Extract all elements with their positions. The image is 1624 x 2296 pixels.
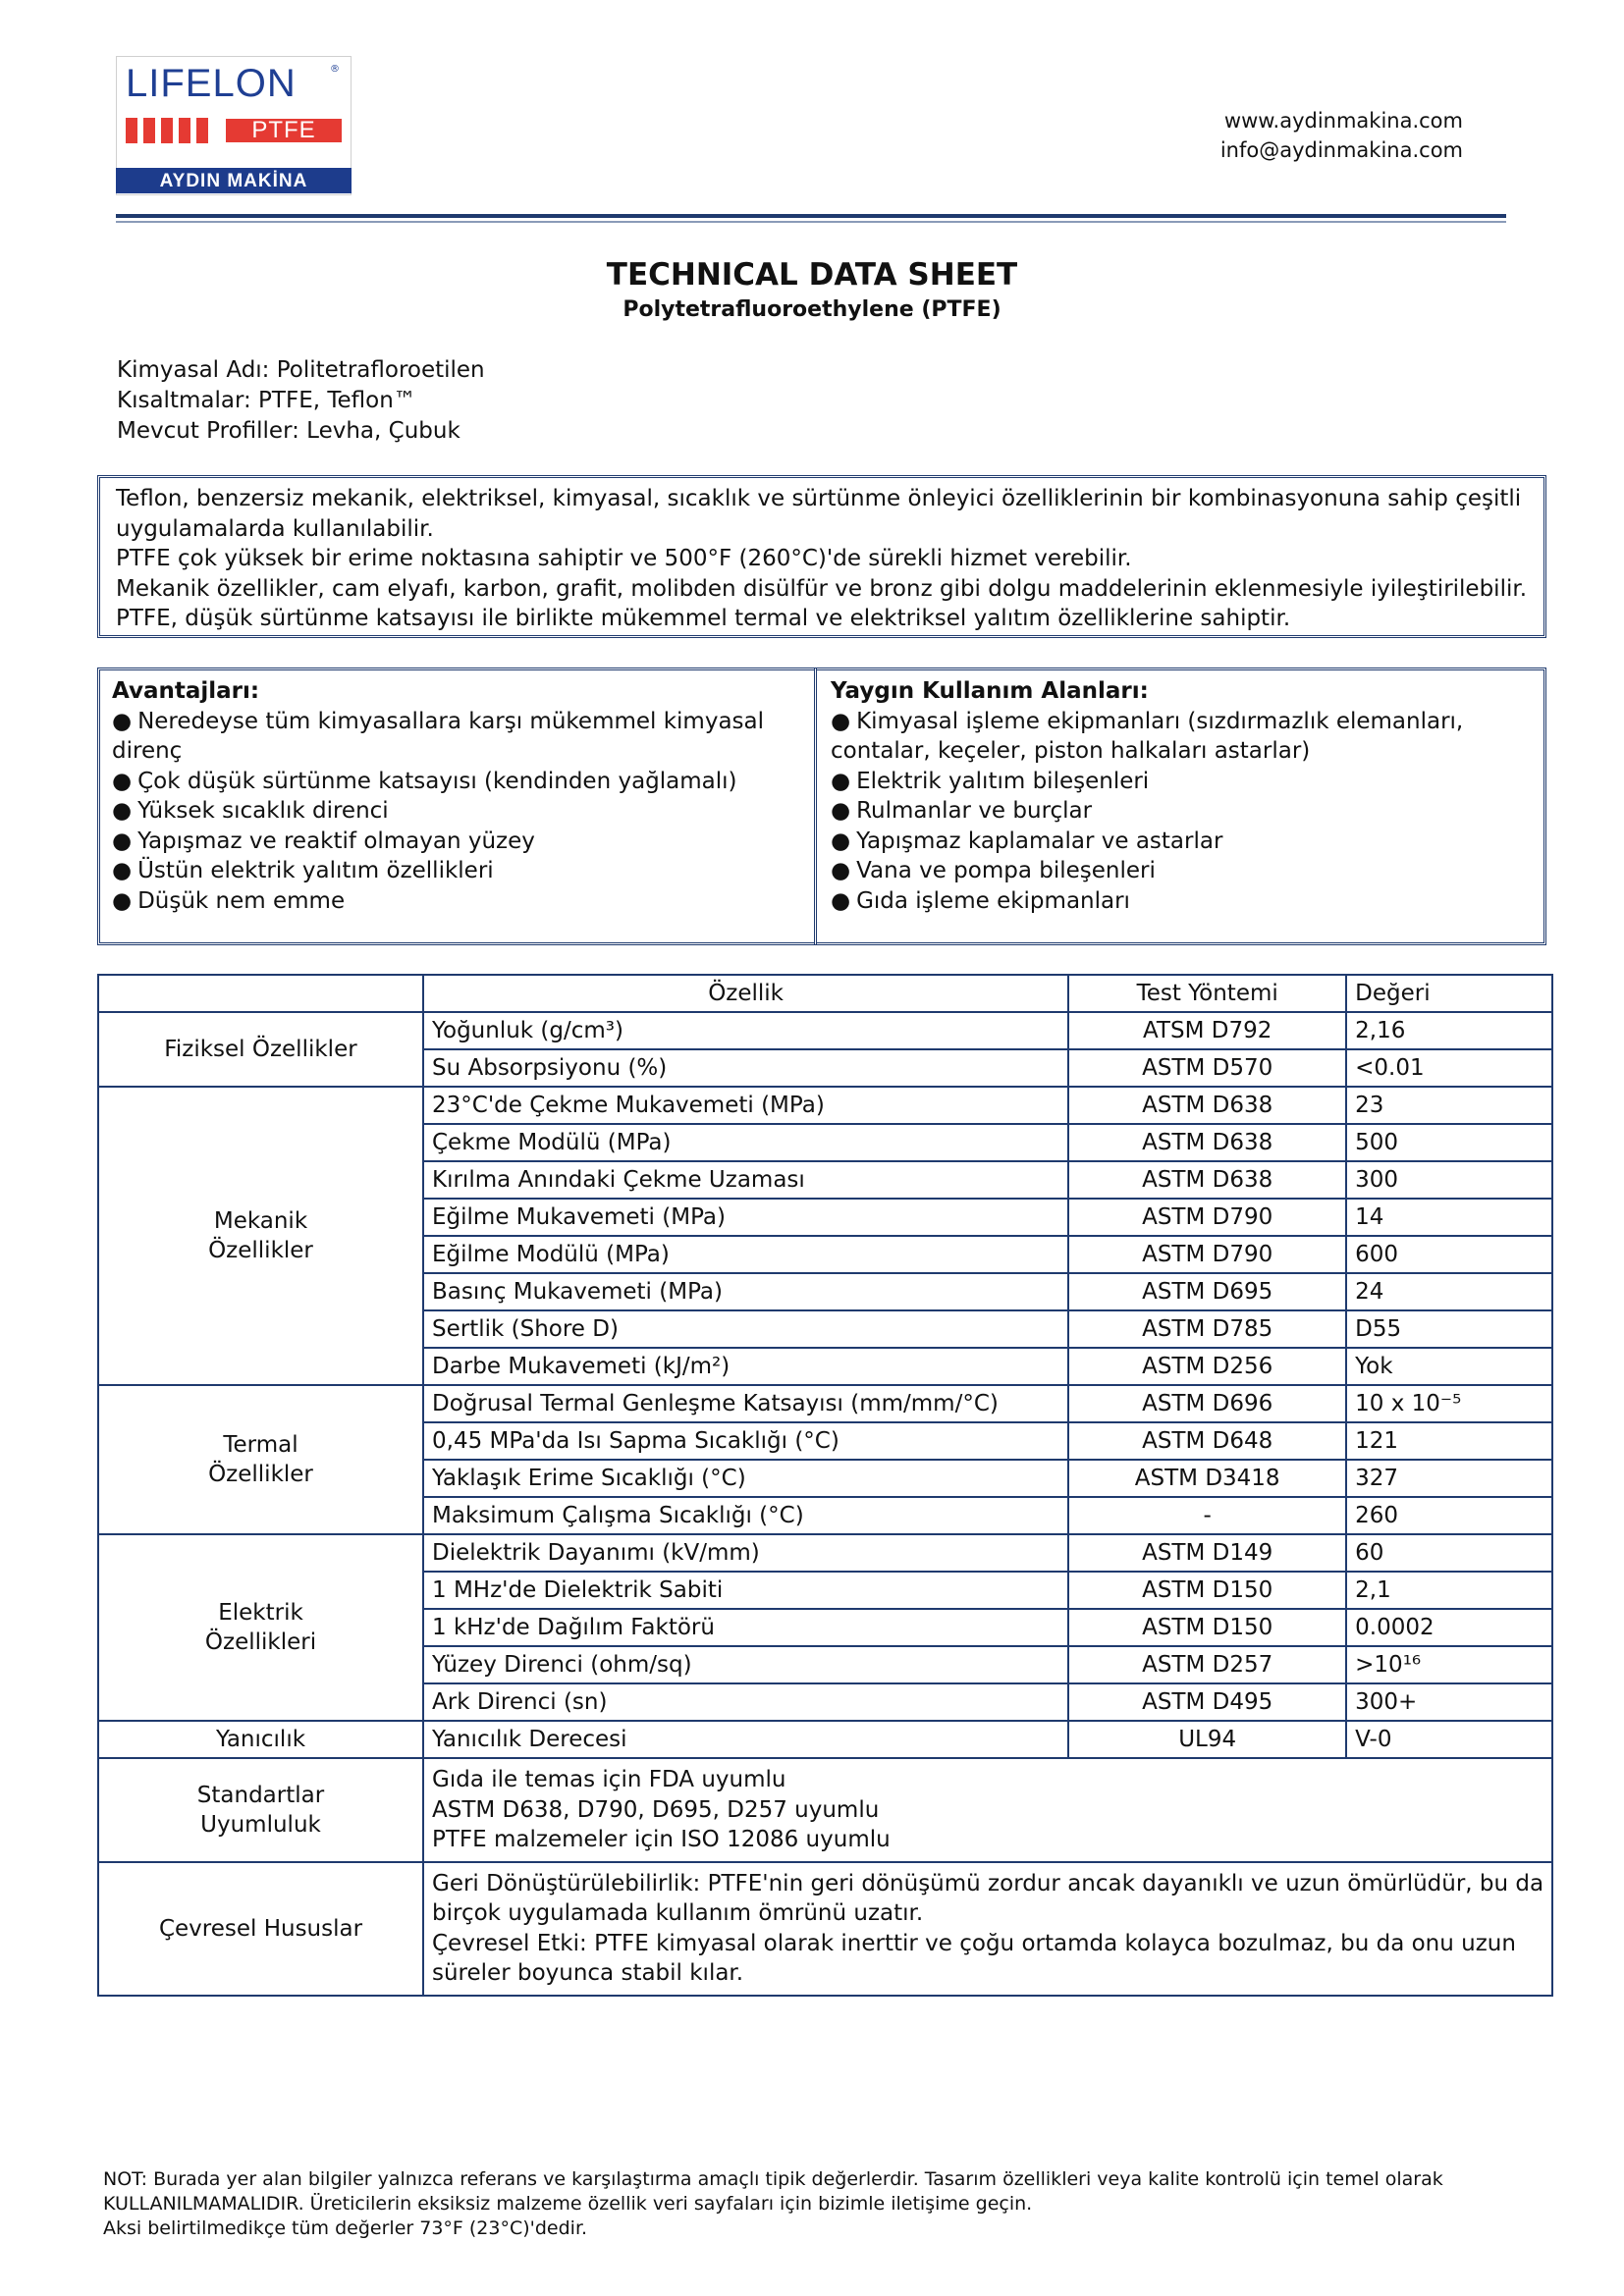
category-cell: Mekanik Özellikler xyxy=(98,1087,423,1385)
category-cell: Elektrik Özellikleri xyxy=(98,1534,423,1721)
advantage-item xyxy=(112,767,802,797)
standards-line: Gıda ile temas için FDA uyumlu xyxy=(432,1767,786,1792)
value-cell: V-0 xyxy=(1346,1721,1552,1758)
footnote xyxy=(103,2167,1537,2241)
table-row xyxy=(98,1721,1552,1758)
value-cell: 600 xyxy=(1346,1236,1552,1273)
logo-brand: LIFELON xyxy=(126,62,297,105)
footnote-line: Aksi belirtilmedikçe tüm değerler 73°F (23°C)'dedir. xyxy=(103,2217,588,2239)
properties-table xyxy=(97,974,1553,1997)
value-cell: 24 xyxy=(1346,1273,1552,1310)
property-cell: Sertlik (Shore D) xyxy=(423,1310,1068,1348)
chemical-name: Kimyasal Adı: Politetrafloroetilen xyxy=(117,357,485,383)
bullet-icon: ● xyxy=(831,768,851,794)
property-cell: Kırılma Anındaki Çekme Uzaması xyxy=(423,1161,1068,1199)
property-cell: Su Absorpsiyonu (%) xyxy=(423,1049,1068,1087)
advantage-text: Çok düşük sürtünme katsayısı (kendinden yağlamalı) xyxy=(137,768,737,794)
environment-line: Geri Dönüştürülebilirlik: PTFE'nin geri dönüşümü zordur ancak dayanıklı ve uzun ömürlüdür, bu da xyxy=(432,1870,1544,1896)
method-cell: ASTM D648 xyxy=(1068,1422,1346,1460)
property-cell: Ark Direnci (sn) xyxy=(423,1683,1068,1721)
property-cell: 1 kHz'de Dağılım Faktörü xyxy=(423,1609,1068,1646)
property-cell: Basınç Mukavemeti (MPa) xyxy=(423,1273,1068,1310)
value-cell: 2,16 xyxy=(1346,1012,1552,1049)
advantage-item xyxy=(112,856,802,886)
bullet-icon: ● xyxy=(831,858,851,883)
bullet-icon: ● xyxy=(112,858,133,883)
method-cell: - xyxy=(1068,1497,1346,1534)
logo-registered-mark: ® xyxy=(330,64,340,75)
advantages-box xyxy=(97,667,817,945)
advantage-item xyxy=(112,886,802,917)
standards-line: ASTM D638, D790, D695, D257 uyumlu xyxy=(432,1796,880,1823)
category-cell: Termal Özellikler xyxy=(98,1385,423,1534)
standards-row xyxy=(98,1758,1552,1862)
use-text: Elektrik yalıtım bileşenleri xyxy=(856,768,1150,794)
value-cell: 14 xyxy=(1346,1199,1552,1236)
standards-text-cell xyxy=(423,1758,1552,1862)
property-cell: Yanıcılık Derecesi xyxy=(423,1721,1068,1758)
property-cell: Maksimum Çalışma Sıcaklığı (°C) xyxy=(423,1497,1068,1534)
use-item xyxy=(831,886,1530,917)
method-cell: ASTM D695 xyxy=(1068,1273,1346,1310)
logo-product: PTFE xyxy=(226,119,342,142)
value-cell: <0.01 xyxy=(1346,1049,1552,1087)
footnote-line: NOT: Burada yer alan bilgiler yalnızca referans ve karşılaştırma amaçlı tipik değerlerdir. Tasarım özellikleri veya kalite kontrolü için temel olarak xyxy=(103,2168,1443,2190)
value-cell: 23 xyxy=(1346,1087,1552,1124)
intro-line: uygulamalarda kullanılabilir. xyxy=(116,515,434,542)
bullet-icon: ● xyxy=(112,768,133,794)
use-text: Kimyasal işleme ekipmanları (sızdırmazlık elemanları, contalar, keçeler, piston halkaları astarlar) xyxy=(831,708,1464,764)
method-cell: ASTM D257 xyxy=(1068,1646,1346,1683)
header-blank-cell xyxy=(98,975,423,1012)
method-cell: UL94 xyxy=(1068,1721,1346,1758)
value-cell: 60 xyxy=(1346,1534,1552,1572)
bullet-icon: ● xyxy=(831,708,851,734)
method-cell: ASTM D790 xyxy=(1068,1236,1346,1273)
intro-box xyxy=(97,475,1546,638)
header-property: Özellik xyxy=(423,975,1068,1012)
advantage-text: Düşük nem emme xyxy=(137,887,346,914)
bullet-icon: ● xyxy=(831,828,851,854)
advantage-item xyxy=(112,707,802,767)
method-cell: ASTM D785 xyxy=(1068,1310,1346,1348)
document-title: TECHNICAL DATA SHEET xyxy=(606,257,1018,293)
method-cell: ASTM D256 xyxy=(1068,1348,1346,1385)
environment-line: Çevresel Etki: PTFE kimyasal olarak inerttir ve çoğu ortamda kolayca bozulmaz, bu da onu uzun xyxy=(432,1930,1516,1956)
intro-line: PTFE, düşük sürtünme katsayısı ile birlikte mükemmel termal ve elektriksel yalıtım özelliklerine sahiptir. xyxy=(116,606,1291,631)
table-row xyxy=(98,1087,1552,1124)
advantage-item xyxy=(112,796,802,827)
abbreviations: Kısaltmalar: PTFE, Teflon™ xyxy=(117,388,416,413)
method-cell: ASTM D149 xyxy=(1068,1534,1346,1572)
value-cell: 2,1 xyxy=(1346,1572,1552,1609)
method-cell: ASTM D570 xyxy=(1068,1049,1346,1087)
use-text: Vana ve pompa bileşenleri xyxy=(856,858,1156,883)
environment-line: birçok uygulamada kullanım ömrünü uzatır. xyxy=(432,1900,924,1926)
table-header-row xyxy=(98,975,1552,1012)
intro-line: Teflon, benzersiz mekanik, elektriksel, kimyasal, sıcaklık ve sürtünme önleyici özelliklerinin bir kombinasyonuna sahip çeşitli xyxy=(116,486,1522,511)
category-cell: Fiziksel Özellikler xyxy=(98,1012,423,1087)
header-rule xyxy=(116,214,1506,218)
bullet-icon: ● xyxy=(831,798,851,824)
use-text: Rulmanlar ve burçlar xyxy=(856,798,1093,824)
property-cell: Darbe Mukavemeti (kJ/m²) xyxy=(423,1348,1068,1385)
table-row xyxy=(98,1012,1552,1049)
environment-line: süreler boyunca stabil kılar. xyxy=(432,1960,744,1986)
property-cell: 23°C'de Çekme Mukavemeti (MPa) xyxy=(423,1087,1068,1124)
value-cell: D55 xyxy=(1346,1310,1552,1348)
company-logo xyxy=(116,56,352,195)
standards-line: PTFE malzemeler için ISO 12086 uyumlu xyxy=(432,1827,891,1852)
value-cell: 121 xyxy=(1346,1422,1552,1460)
header-rule-thin xyxy=(116,221,1506,223)
intro-line: Mekanik özellikler, cam elyafı, karbon, grafit, molibden disülfür ve bronz gibi dolgu maddelerinin eklenmesiyle iyileştirilebilir. xyxy=(116,575,1528,602)
bullet-icon: ● xyxy=(831,887,851,914)
property-cell: 0,45 MPa'da Isı Sapma Sıcaklığı (°C) xyxy=(423,1422,1068,1460)
value-cell: 300 xyxy=(1346,1161,1552,1199)
uses-title: Yaygın Kullanım Alanları: xyxy=(831,678,1149,704)
method-cell: ASTM D638 xyxy=(1068,1161,1346,1199)
category-cell: Standartlar Uyumluluk xyxy=(98,1758,423,1862)
method-cell: ASTM D638 xyxy=(1068,1087,1346,1124)
footnote-line: KULLANILMAMALIDIR. Üreticilerin eksiksiz malzeme özellik veri sayfaları için bizimle iletişime geçin. xyxy=(103,2193,1033,2215)
value-cell: 500 xyxy=(1346,1124,1552,1161)
material-meta xyxy=(117,355,485,447)
method-cell: ASTM D3418 xyxy=(1068,1460,1346,1497)
use-text: Gıda işleme ekipmanları xyxy=(856,887,1130,914)
property-cell: Doğrusal Termal Genleşme Katsayısı (mm/mm/°C) xyxy=(423,1385,1068,1422)
email-link[interactable]: info@aydinmakina.com xyxy=(1219,138,1463,162)
bullet-icon: ● xyxy=(112,708,133,734)
advantage-text: Neredeyse tüm kimyasallara karşı mükemmel kimyasal direnç xyxy=(112,708,765,764)
available-profiles: Mevcut Profiller: Levha, Çubuk xyxy=(117,418,460,444)
category-cell: Çevresel Hususlar xyxy=(98,1862,423,1996)
website-link[interactable]: www.aydinmakina.com xyxy=(1223,109,1463,133)
properties-table-body xyxy=(98,975,1552,1996)
category-cell: Yanıcılık xyxy=(98,1721,423,1758)
method-cell: ASTM D638 xyxy=(1068,1124,1346,1161)
property-cell: Yüzey Direnci (ohm/sq) xyxy=(423,1646,1068,1683)
property-cell: Çekme Modülü (MPa) xyxy=(423,1124,1068,1161)
uses-box xyxy=(814,667,1546,945)
intro-line: PTFE çok yüksek bir erime noktasına sahiptir ve 500°F (260°C)'de sürekli hizmet verebilir. xyxy=(116,546,1132,571)
environment-text-cell xyxy=(423,1862,1552,1996)
value-cell: 300+ xyxy=(1346,1683,1552,1721)
property-cell: Eğilme Modülü (MPa) xyxy=(423,1236,1068,1273)
contact-info xyxy=(1129,106,1463,165)
advantages-title: Avantajları: xyxy=(112,678,260,704)
bullet-icon: ● xyxy=(112,798,133,824)
table-row xyxy=(98,1534,1552,1572)
header-method: Test Yöntemi xyxy=(1068,975,1346,1012)
value-cell: 260 xyxy=(1346,1497,1552,1534)
header-value: Değeri xyxy=(1346,975,1552,1012)
method-cell: ASTM D790 xyxy=(1068,1199,1346,1236)
property-cell: Yaklaşık Erime Sıcaklığı (°C) xyxy=(423,1460,1068,1497)
environment-row xyxy=(98,1862,1552,1996)
method-cell: ATSM D792 xyxy=(1068,1012,1346,1049)
value-cell: 0.0002 xyxy=(1346,1609,1552,1646)
advantage-item xyxy=(112,827,802,857)
use-item xyxy=(831,767,1530,797)
use-text: Yapışmaz kaplamalar ve astarlar xyxy=(856,828,1223,854)
bullet-icon: ● xyxy=(112,887,133,914)
value-cell: >10¹⁶ xyxy=(1346,1646,1552,1683)
advantage-text: Yüksek sıcaklık direnci xyxy=(137,798,389,824)
method-cell: ASTM D495 xyxy=(1068,1683,1346,1721)
table-row xyxy=(98,1385,1552,1422)
value-cell: Yok xyxy=(1346,1348,1552,1385)
property-cell: Yoğunluk (g/cm³) xyxy=(423,1012,1068,1049)
advantage-text: Üstün elektrik yalıtım özellikleri xyxy=(137,858,494,883)
value-cell: 327 xyxy=(1346,1460,1552,1497)
method-cell: ASTM D150 xyxy=(1068,1609,1346,1646)
method-cell: ASTM D150 xyxy=(1068,1572,1346,1609)
property-cell: Eğilme Mukavemeti (MPa) xyxy=(423,1199,1068,1236)
use-item xyxy=(831,707,1530,767)
property-cell: Dielektrik Dayanımı (kV/mm) xyxy=(423,1534,1068,1572)
bullet-icon: ● xyxy=(112,828,133,854)
use-item xyxy=(831,856,1530,886)
value-cell: 10 x 10⁻⁵ xyxy=(1346,1385,1552,1422)
logo-company: AYDIN MAKİNA xyxy=(116,168,352,193)
advantage-text: Yapışmaz ve reaktif olmayan yüzey xyxy=(137,828,535,854)
method-cell: ASTM D696 xyxy=(1068,1385,1346,1422)
document-subtitle: Polytetrafluoroethylene (PTFE) xyxy=(623,297,1001,322)
use-item xyxy=(831,827,1530,857)
property-cell: 1 MHz'de Dielektrik Sabiti xyxy=(423,1572,1068,1609)
use-item xyxy=(831,796,1530,827)
